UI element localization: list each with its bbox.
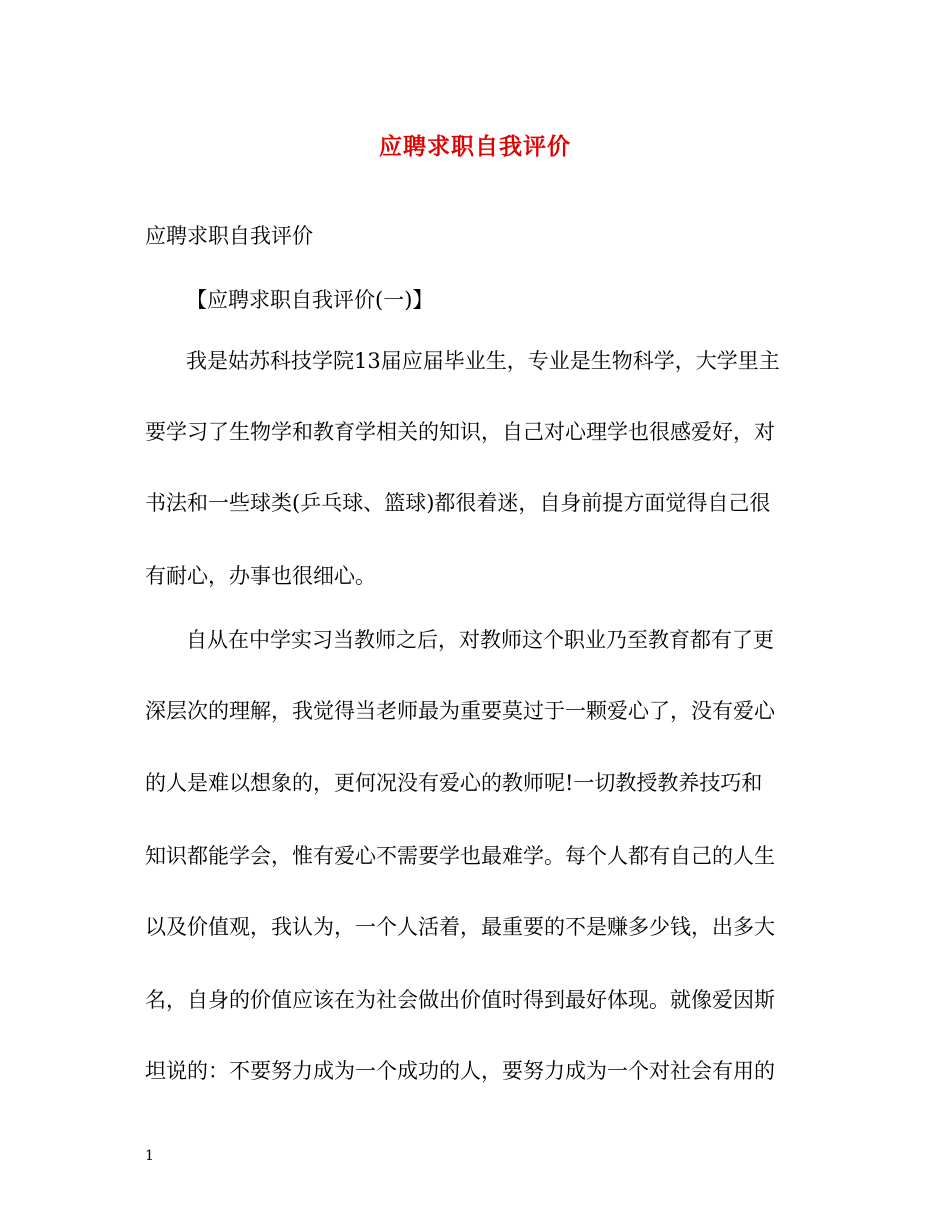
paragraph-line: 的人是难以想象的，更何况没有爱心的教师呢!一切教授教养技巧和 <box>145 771 763 795</box>
paragraph-line: 要学习了生物学和教育学相关的知识，自己对心理学也很感爱好，对 <box>145 420 775 444</box>
document-subtitle: 应聘求职自我评价 <box>145 224 313 248</box>
paragraph-line: 我是姑苏科技学院13届应届毕业生，专业是生物科学，大学里主 <box>186 349 780 373</box>
paragraph-line: 书法和一些球类(乒乓球、篮球)都很着迷，自身前提方面觉得自己很 <box>145 491 771 515</box>
paragraph-line: 知识都能学会，惟有爱心不需要学也最难学。每个人都有自己的人生 <box>145 844 775 868</box>
paragraph-line: 自从在中学实习当教师之后，对教师这个职业乃至教育都有了更 <box>186 628 774 652</box>
document-title: 应聘求职自我评价 <box>379 133 571 160</box>
page-number: 1 <box>145 1148 154 1164</box>
paragraph-line: 深层次的理解，我觉得当老师最为重要莫过于一颗爱心了，没有爱心 <box>145 699 775 723</box>
paragraph-line: 坦说的：不要努力成为一个成功的人，要努力成为一个对社会有用的 <box>145 1059 775 1083</box>
section-heading: 【应聘求职自我评价(一)】 <box>186 288 434 312</box>
paragraph-line: 有耐心，办事也很细心。 <box>145 564 376 588</box>
paragraph-line: 名，自身的价值应该在为社会做出价值时得到最好体现。就像爱因斯 <box>145 988 775 1012</box>
paragraph-line: 以及价值观，我认为，一个人活着，最重要的不是赚多少钱，出多大 <box>145 915 775 939</box>
